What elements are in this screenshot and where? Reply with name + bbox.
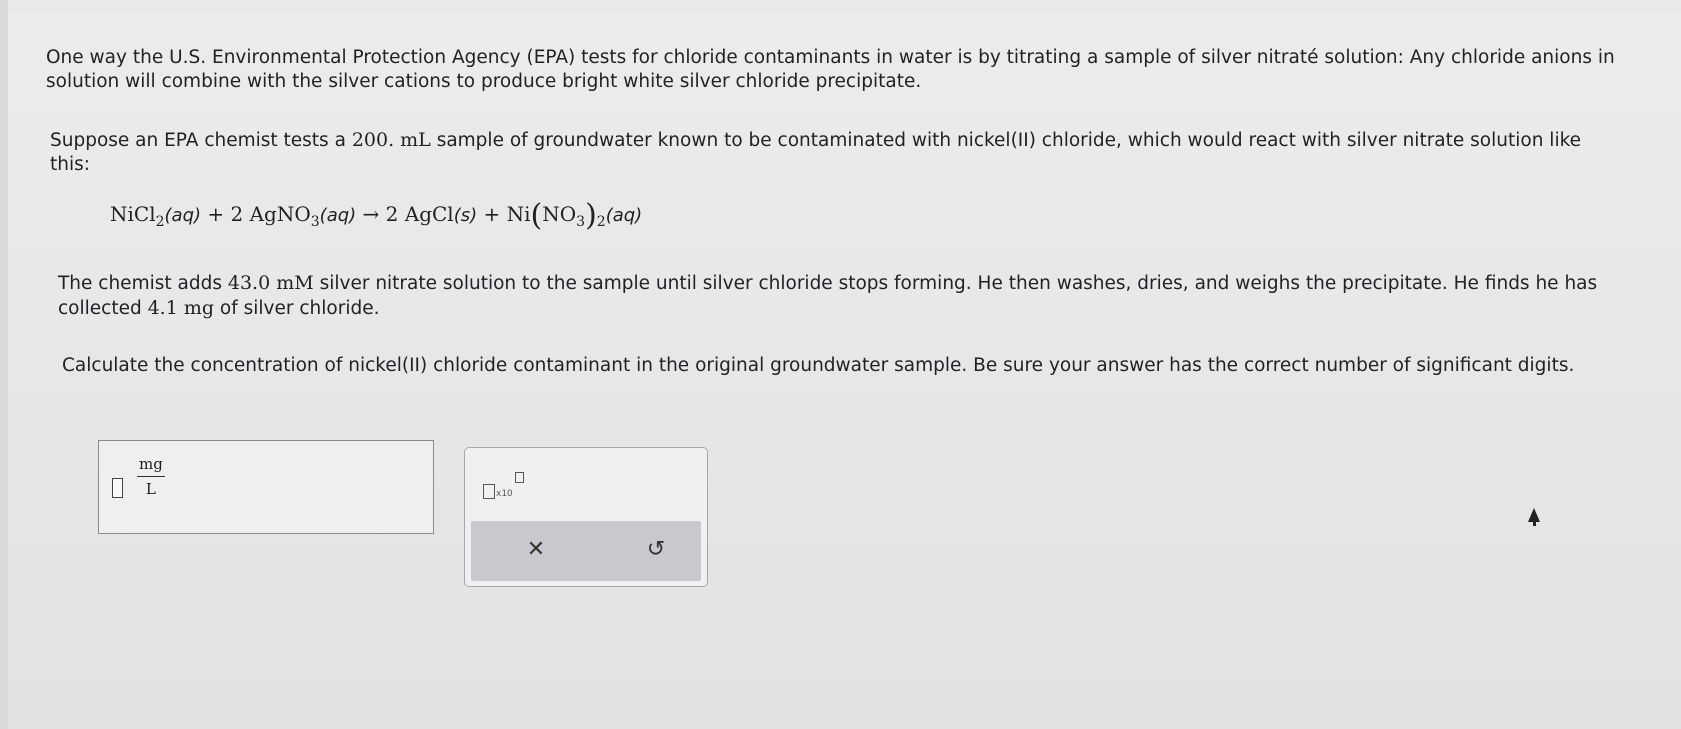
eq-sub: 2	[596, 214, 606, 230]
setup-text-after: sample of groundwater known to be contaminated with nickel(II) chloride, which would react with silver nitrate solution like this:	[50, 130, 1582, 175]
clear-button[interactable]	[521, 535, 551, 565]
action-bar	[471, 521, 701, 581]
eq-state: (aq)	[605, 205, 643, 226]
eq-sub: 2	[155, 214, 165, 230]
precipitate-mass: 4.1 mg	[147, 297, 215, 319]
fraction-bar	[137, 476, 165, 477]
eq-agcl: 2 AgCl	[385, 202, 454, 226]
unit-numerator: mg	[139, 455, 163, 473]
unit-fraction	[137, 455, 165, 498]
x10-label: x10	[496, 489, 513, 499]
unit-denominator: L	[145, 480, 156, 498]
setup-paragraph	[50, 128, 1610, 177]
mantissa-box-icon	[483, 484, 495, 499]
reaction-equation	[110, 198, 642, 233]
eq-arrow: →	[362, 202, 380, 226]
procedure-text-middle: silver nitrate solution to the sample until silver chloride stops forming. He then washes, dries, and weighs the precipitate. He finds he has collected	[58, 273, 1598, 319]
eq-paren: (	[530, 198, 543, 233]
answer-input-area[interactable]	[98, 440, 434, 534]
sample-volume: 200. mL	[351, 129, 431, 151]
scientific-notation-button[interactable]	[483, 472, 523, 502]
mouse-cursor-icon	[1528, 508, 1540, 522]
undo-button[interactable]	[641, 535, 671, 565]
eq-state: (aq)	[164, 205, 202, 226]
eq-state: (aq)	[319, 205, 357, 226]
silver-nitrate-concentration: 43.0 mM	[227, 272, 314, 294]
exponent-box-icon	[515, 472, 524, 483]
procedure-text-before: The chemist adds	[58, 273, 222, 294]
answer-input-slot[interactable]	[112, 478, 123, 498]
undo-icon: ↺	[646, 537, 666, 562]
eq-agno3: + 2 AgNO	[207, 202, 311, 226]
eq-paren: )	[585, 198, 597, 233]
eq-ni: + Ni	[483, 202, 531, 226]
math-tool-panel	[464, 447, 708, 587]
eq-state: (s)	[453, 205, 478, 226]
close-icon: ✕	[526, 537, 546, 562]
question-paragraph: Calculate the concentration of nickel(II) chloride contaminant in the original groundwater sample. Be sure your answer has the correct number of significant digits.	[62, 355, 1575, 376]
eq-no3: NO	[542, 202, 577, 226]
eq-sub: 3	[310, 214, 320, 230]
eq-nicl2: NiCl	[110, 202, 156, 226]
procedure-text-after: of silver chloride.	[219, 298, 380, 319]
eq-sub: 3	[576, 214, 586, 230]
intro-paragraph: One way the U.S. Environmental Protection Agency (EPA) tests for chloride contaminants in water is by titrating a sample of silver nitraté solution: Any chloride anions in solution will combine with the silver cations to produce bright white silver chloride precipitate.	[46, 47, 1615, 92]
procedure-paragraph	[58, 271, 1618, 321]
setup-text-before: Suppose an EPA chemist tests a	[50, 130, 346, 151]
